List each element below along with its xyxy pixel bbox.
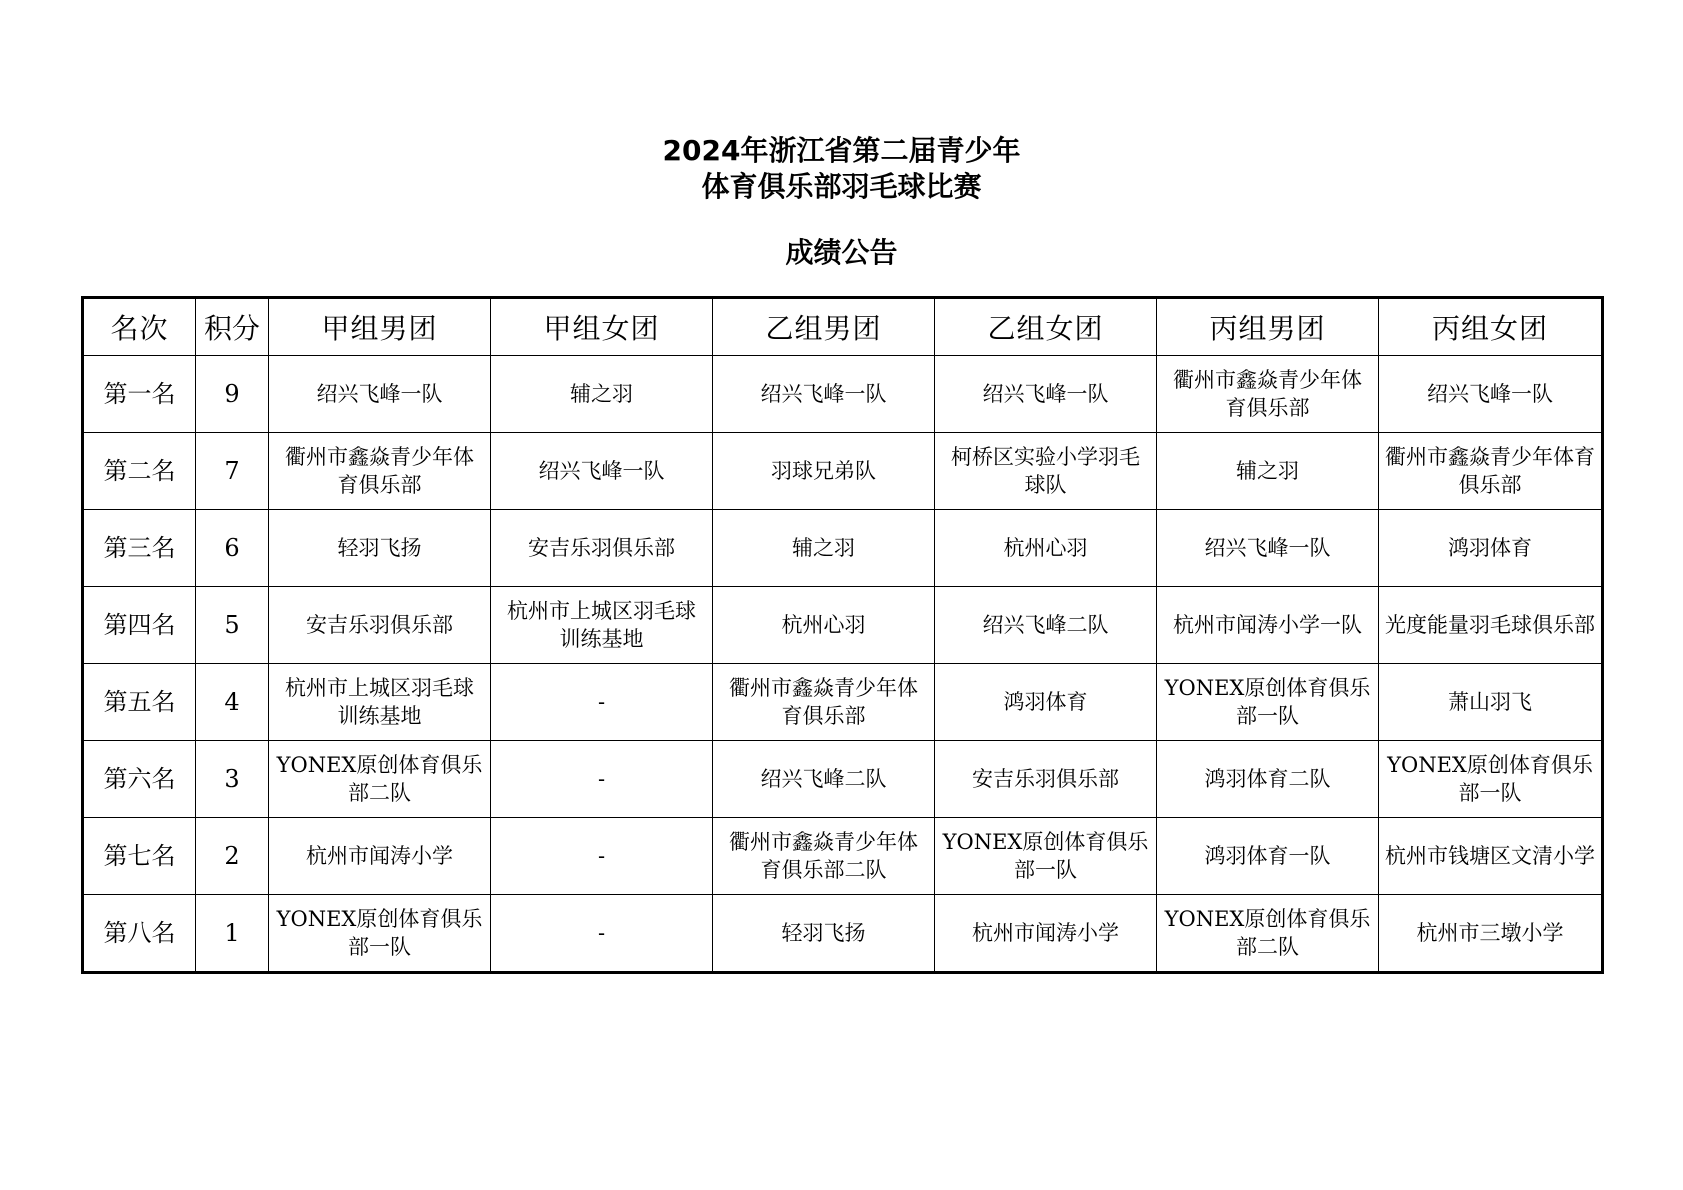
table-row — [83, 664, 1603, 741]
score-cell: 2 — [196, 818, 269, 895]
score-cell: 3 — [196, 741, 269, 818]
team-cell: 绍兴飞峰一队 — [1157, 510, 1379, 587]
team-cell: YONEX原创体育俱乐部一队 — [935, 818, 1157, 895]
score-cell: 5 — [196, 587, 269, 664]
table-row — [83, 587, 1603, 664]
table-row — [83, 356, 1603, 433]
team-cell: 杭州市上城区羽毛球训练基地 — [269, 664, 491, 741]
score-cell: 7 — [196, 433, 269, 510]
team-cell: 鸿羽体育 — [935, 664, 1157, 741]
team-cell: 绍兴飞峰一队 — [1379, 356, 1603, 433]
team-cell: 衢州市鑫焱青少年体育俱乐部 — [1157, 356, 1379, 433]
table-row — [83, 895, 1603, 973]
team-cell: - — [491, 818, 713, 895]
team-cell: 绍兴飞峰一队 — [713, 356, 935, 433]
rank-cell: 第二名 — [83, 433, 196, 510]
team-cell: 柯桥区实验小学羽毛球队 — [935, 433, 1157, 510]
team-cell: 绍兴飞峰一队 — [269, 356, 491, 433]
team-cell: YONEX原创体育俱乐部二队 — [269, 741, 491, 818]
team-cell: YONEX原创体育俱乐部一队 — [1379, 741, 1603, 818]
header-group-a-women: 甲组女团 — [491, 298, 713, 356]
header-group-b-women: 乙组女团 — [935, 298, 1157, 356]
table-row — [83, 510, 1603, 587]
team-cell: 绍兴飞峰一队 — [491, 433, 713, 510]
team-cell: YONEX原创体育俱乐部一队 — [269, 895, 491, 973]
team-cell: 杭州市钱塘区文清小学 — [1379, 818, 1603, 895]
score-cell: 6 — [196, 510, 269, 587]
team-cell: 衢州市鑫焱青少年体育俱乐部二队 — [713, 818, 935, 895]
team-cell: 绍兴飞峰二队 — [935, 587, 1157, 664]
rank-cell: 第七名 — [83, 818, 196, 895]
score-cell: 9 — [196, 356, 269, 433]
team-cell: 绍兴飞峰二队 — [713, 741, 935, 818]
team-cell: 辅之羽 — [491, 356, 713, 433]
document-title-line-1: 2024年浙江省第二届青少年 — [662, 134, 1021, 167]
team-cell: - — [491, 664, 713, 741]
team-cell: 杭州市闻涛小学一队 — [1157, 587, 1379, 664]
rank-cell: 第八名 — [83, 895, 196, 973]
team-cell: 鸿羽体育 — [1379, 510, 1603, 587]
team-cell: - — [491, 895, 713, 973]
table-header-row — [83, 298, 1603, 356]
team-cell: 杭州市闻涛小学 — [935, 895, 1157, 973]
team-cell: 萧山羽飞 — [1379, 664, 1603, 741]
team-cell: 辅之羽 — [713, 510, 935, 587]
document-subtitle: 成绩公告 — [785, 236, 898, 269]
header-group-c-men: 丙组男团 — [1157, 298, 1379, 356]
header-rank: 名次 — [83, 298, 196, 356]
team-cell: 杭州心羽 — [713, 587, 935, 664]
table-row — [83, 741, 1603, 818]
header-score: 积分 — [196, 298, 269, 356]
score-cell: 1 — [196, 895, 269, 973]
team-cell: 衢州市鑫焱青少年体育俱乐部 — [269, 433, 491, 510]
table-row — [83, 818, 1603, 895]
results-table — [81, 296, 1604, 974]
table-row — [83, 433, 1603, 510]
team-cell: 羽球兄弟队 — [713, 433, 935, 510]
team-cell: 光度能量羽毛球俱乐部 — [1379, 587, 1603, 664]
team-cell: YONEX原创体育俱乐部二队 — [1157, 895, 1379, 973]
rank-cell: 第六名 — [83, 741, 196, 818]
rank-cell: 第三名 — [83, 510, 196, 587]
team-cell: 杭州市上城区羽毛球训练基地 — [491, 587, 713, 664]
team-cell: - — [491, 741, 713, 818]
team-cell: 轻羽飞扬 — [713, 895, 935, 973]
header-group-a-men: 甲组男团 — [269, 298, 491, 356]
team-cell: 辅之羽 — [1157, 433, 1379, 510]
header-group-b-men: 乙组男团 — [713, 298, 935, 356]
team-cell: 杭州心羽 — [935, 510, 1157, 587]
team-cell: 轻羽飞扬 — [269, 510, 491, 587]
team-cell: 衢州市鑫焱青少年体育俱乐部 — [1379, 433, 1603, 510]
rank-cell: 第四名 — [83, 587, 196, 664]
team-cell: 杭州市闻涛小学 — [269, 818, 491, 895]
score-cell: 4 — [196, 664, 269, 741]
header-group-c-women: 丙组女团 — [1379, 298, 1603, 356]
rank-cell: 第一名 — [83, 356, 196, 433]
document-title-line-2: 体育俱乐部羽毛球比赛 — [701, 170, 982, 203]
team-cell: 安吉乐羽俱乐部 — [935, 741, 1157, 818]
team-cell: 鸿羽体育二队 — [1157, 741, 1379, 818]
team-cell: 安吉乐羽俱乐部 — [491, 510, 713, 587]
team-cell: 衢州市鑫焱青少年体育俱乐部 — [713, 664, 935, 741]
team-cell: 杭州市三墩小学 — [1379, 895, 1603, 973]
team-cell: 安吉乐羽俱乐部 — [269, 587, 491, 664]
team-cell: 绍兴飞峰一队 — [935, 356, 1157, 433]
rank-cell: 第五名 — [83, 664, 196, 741]
team-cell: 鸿羽体育一队 — [1157, 818, 1379, 895]
team-cell: YONEX原创体育俱乐部一队 — [1157, 664, 1379, 741]
